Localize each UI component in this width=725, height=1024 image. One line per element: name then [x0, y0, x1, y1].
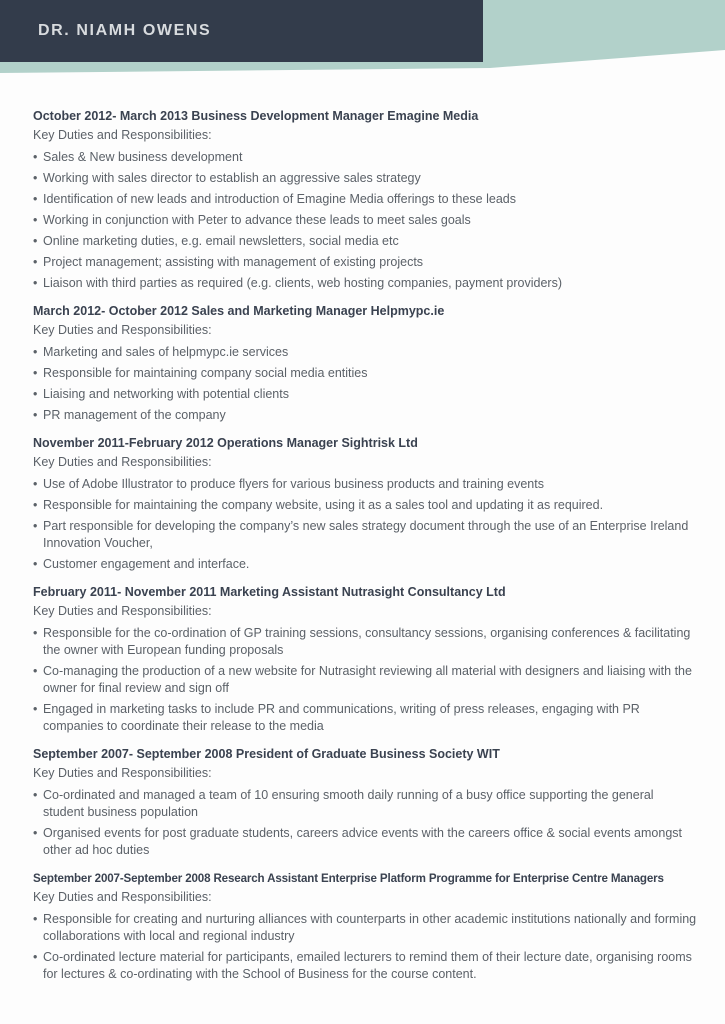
bullet-text: Co-ordinated and managed a team of 10 ensuring smooth daily running of a busy office supporting the general student business population: [43, 788, 654, 819]
bullet-item: [33, 170, 697, 187]
bullet-text: Responsible for the co-ordination of GP training sessions, consultancy sessions, organising conferences & facilitating the owner with European funding proposals: [43, 626, 691, 657]
experience-section: [33, 435, 697, 573]
bullet-dot-icon: •: [33, 788, 38, 802]
bullet-text: Identification of new leads and introduction of Emagine Media offerings to these leads: [43, 192, 516, 206]
bullet-text: Customer engagement and interface.: [43, 557, 250, 571]
bullet-item: [33, 191, 697, 208]
bullet-list: [33, 787, 697, 859]
bullet-list: [33, 625, 697, 735]
bullet-item: [33, 518, 697, 552]
bullet-item: [33, 787, 697, 821]
bullet-text: PR management of the company: [43, 408, 226, 422]
bullet-item: [33, 663, 697, 697]
bullet-item: [33, 949, 697, 983]
bullet-text: Liaison with third parties as required (e.g. clients, web hosting companies, payment providers): [43, 276, 563, 290]
section-subtitle: Key Duties and Responsibilities:: [33, 766, 212, 780]
bullet-dot-icon: •: [33, 255, 38, 269]
bullet-item: [33, 233, 697, 250]
section-subtitle: Key Duties and Responsibilities:: [33, 128, 212, 142]
bullet-text: Responsible for creating and nurturing alliances with counterparts in other academic institutions nationally and forming collaborations with local and regional industry: [43, 912, 697, 943]
section-title: February 2011- November 2011 Marketing Assistant Nutrasight Consultancy Ltd: [33, 585, 506, 599]
experience-section: [33, 584, 697, 735]
page-title: DR. NIAMH OWENS: [38, 22, 212, 39]
bullet-text: Responsible for maintaining company social media entities: [43, 366, 368, 380]
bullet-dot-icon: •: [33, 387, 38, 401]
bullet-text: Liaising and networking with potential clients: [43, 387, 289, 401]
bullet-text: Use of Adobe Illustrator to produce flyers for various business products and training events: [43, 477, 544, 491]
bullet-item: [33, 497, 697, 514]
section-title: September 2007- September 2008 President of Graduate Business Society WIT: [33, 747, 500, 761]
bullet-dot-icon: •: [33, 171, 38, 185]
bullet-item: [33, 344, 697, 361]
bullet-text: Online marketing duties, e.g. email newsletters, social media etc: [43, 234, 399, 248]
bullet-dot-icon: •: [33, 408, 38, 422]
bullet-dot-icon: •: [33, 276, 38, 290]
section-title: November 2011-February 2012 Operations Manager Sightrisk Ltd: [33, 436, 418, 450]
bullet-dot-icon: •: [33, 150, 38, 164]
bullet-text: Co-managing the production of a new website for Nutrasight reviewing all material with designers and liaising with the owner for final review and sign off: [43, 664, 692, 695]
bullet-item: [33, 212, 697, 229]
bullet-dot-icon: •: [33, 912, 38, 926]
page-header: [0, 0, 483, 62]
bullet-item: [33, 476, 697, 493]
bullet-dot-icon: •: [33, 826, 38, 840]
bullet-item: [33, 701, 697, 735]
bullet-dot-icon: •: [33, 702, 38, 716]
section-subtitle: Key Duties and Responsibilities:: [33, 455, 212, 469]
section-title: September 2007-September 2008 Research Assistant Enterprise Platform Programme for Enterprise Centre Managers: [33, 872, 664, 885]
bullet-item: [33, 365, 697, 382]
bullet-text: Marketing and sales of helpmypc.ie services: [43, 345, 289, 359]
experience-list: [33, 108, 697, 994]
section-subtitle: Key Duties and Responsibilities:: [33, 323, 212, 337]
bullet-item: [33, 625, 697, 659]
bullet-dot-icon: •: [33, 498, 38, 512]
bullet-dot-icon: •: [33, 557, 38, 571]
bullet-dot-icon: •: [33, 345, 38, 359]
experience-section: [33, 746, 697, 859]
section-title: October 2012- March 2013 Business Development Manager Emagine Media: [33, 109, 479, 123]
bullet-list: [33, 476, 697, 573]
bullet-text: Project management; assisting with management of existing projects: [43, 255, 424, 269]
bullet-dot-icon: •: [33, 366, 38, 380]
bullet-dot-icon: •: [33, 192, 38, 206]
bullet-text: Working with sales director to establish an aggressive sales strategy: [43, 171, 421, 185]
bullet-item: [33, 275, 697, 292]
bullet-list: [33, 344, 697, 424]
bullet-list: [33, 149, 697, 292]
bullet-dot-icon: •: [33, 477, 38, 491]
section-subtitle: Key Duties and Responsibilities:: [33, 890, 212, 904]
section-title: March 2012- October 2012 Sales and Marketing Manager Helpmypc.ie: [33, 304, 445, 318]
bullet-dot-icon: •: [33, 213, 38, 227]
bullet-text: Part responsible for developing the company’s new sales strategy document through the use of an Enterprise Ireland Innovation Voucher,: [43, 519, 689, 550]
bullet-dot-icon: •: [33, 626, 38, 640]
bullet-list: [33, 911, 697, 983]
bullet-dot-icon: •: [33, 950, 38, 964]
bullet-text: Sales & New business development: [43, 150, 243, 164]
bullet-text: Responsible for maintaining the company website, using it as a sales tool and updating it as required.: [43, 498, 604, 512]
bullet-item: [33, 149, 697, 166]
bullet-item: [33, 911, 697, 945]
bullet-dot-icon: •: [33, 519, 38, 533]
bullet-dot-icon: •: [33, 234, 38, 248]
bullet-text: Working in conjunction with Peter to advance these leads to meet sales goals: [43, 213, 471, 227]
bullet-text: Engaged in marketing tasks to include PR and communications, writing of press releases, engaging with PR companies to coordinate their release to the media: [43, 702, 640, 733]
experience-section: [33, 303, 697, 424]
experience-section: [33, 870, 697, 983]
bullet-item: [33, 386, 697, 403]
bullet-text: Organised events for post graduate students, careers advice events with the careers office & social events amongst other ad hoc duties: [43, 826, 683, 857]
experience-section: [33, 108, 697, 292]
bullet-item: [33, 407, 697, 424]
section-subtitle: Key Duties and Responsibilities:: [33, 604, 212, 618]
bullet-dot-icon: •: [33, 664, 38, 678]
bullet-text: Co-ordinated lecture material for participants, emailed lecturers to remind them of their lecture date, organising rooms for lectures & co-ordinating with the School of Business for the course content.: [43, 950, 692, 981]
bullet-item: [33, 556, 697, 573]
bullet-item: [33, 825, 697, 859]
bullet-item: [33, 254, 697, 271]
